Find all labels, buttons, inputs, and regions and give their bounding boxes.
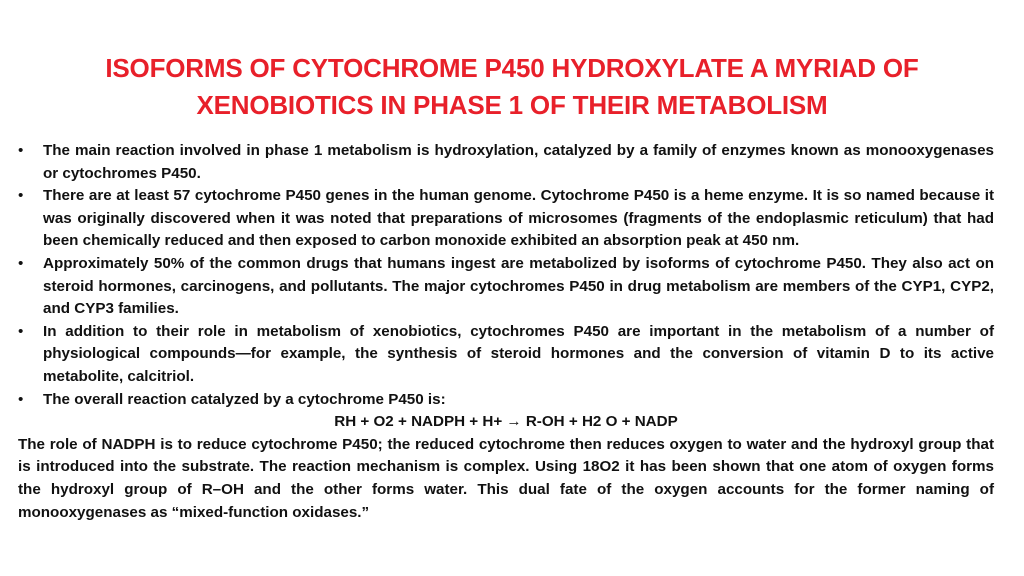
bullet-dot-icon: • [18,142,24,159]
bullet-dot-icon: • [18,254,24,272]
bullet-dot-icon: • [18,187,24,205]
slide-title: ISOFORMS OF CYTOCHROME P450 HYDROXYLATE A MYRIAD OF XENOBIOTICS IN PHASE 1 OF THEIR METABOLISM [105,53,919,120]
bullet-item-1 [18,140,994,185]
reaction-equation: RH + O2 + NADPH + H+ → R-OH + H2 O + NADP [334,413,678,431]
bullet-item-2 [18,185,994,253]
bullet-item-3 [18,253,994,321]
bullet-dot-icon: • [18,322,24,340]
bullet-text-4: In addition to their role in metabolism of xenobiotics, cytochromes P450 are important in the metabolism of a number of physiological compounds—for example, the synthesis of steroid hormones and the conversion of vitamin D to its active metabolite, calcitriol. [43,322,994,385]
bullet-text-3: Approximately 50% of the common drugs that humans ingest are metabolized by isoforms of cytochrome P450. They also act on steroid hormones, carcinogens, and pollutants. The major cytochromes P450 in drug metabolism are members of the CYP1, CYP2, and CYP3 families. [43,254,994,318]
bullet-list [18,140,994,411]
bullet-text-2: There are at least 57 cytochrome P450 genes in the human genome. Cytochrome P450 is a heme enzyme. It is so named because it was originally discovered when it was noted that preparations of microsomes (fragments of the endoplasmic reticulum) that had been chemically reduced and then exposed to carbon monoxide exhibited an absorption peak at 450 nm. [43,187,994,250]
slide-content [18,140,994,524]
bullet-text-1: The main reaction involved in phase 1 metabolism is hydroxylation, catalyzed by a family of enzymes known as monooxygenases or cytochromes P450. [43,142,994,182]
bullet-item-4 [18,321,994,389]
bullet-text-5: The overall reaction catalyzed by a cytochrome P450 is: [43,390,446,408]
explanation-paragraph: The role of NADPH is to reduce cytochrome P450; the reduced cytochrome then reduces oxygen to water and the hydroxyl group that is introduced into the substrate. The reaction mechanism is complex. Using 18O2 it has been shown that one atom of oxygen forms the hydroxyl group of R–OH and the other forms water. This dual fate of the oxygen accounts for the former naming of monooxygenases as “mixed-function oxidases.” [18,435,994,521]
bullet-dot-icon: • [18,390,24,408]
bullet-item-5 [18,389,994,412]
